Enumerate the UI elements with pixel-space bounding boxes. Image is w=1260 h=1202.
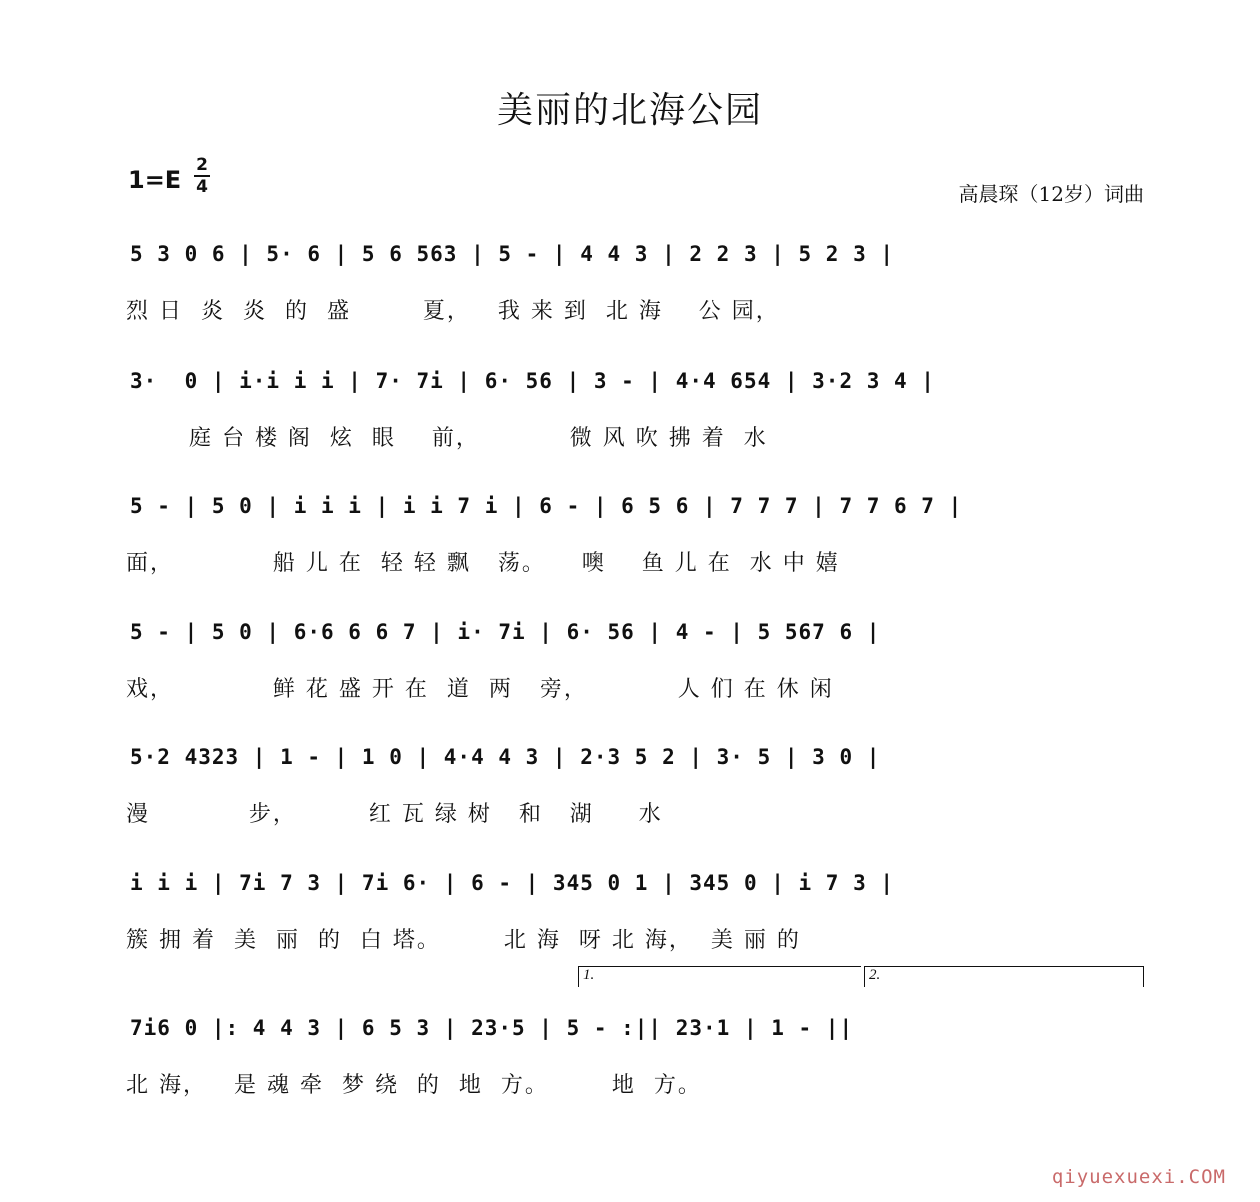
volta-first-ending: 1.: [578, 966, 861, 987]
lyric-line: 烈 日 炎 炎 的 盛 夏， 我 来 到 北 海 公 园，: [126, 299, 780, 324]
meter-top: 2: [196, 155, 208, 175]
notation-line: 5 3 0 6 | 5· 6 | 5 6 563 | 5 - | 4 4 3 | 2 2 3 | 5 2 3 |: [130, 242, 895, 266]
song-title: 美丽的北海公园: [496, 90, 763, 131]
watermark: qiyuexuexi.COM: [1051, 1166, 1226, 1188]
lyric-line: 漫 步， 红 瓦 绿 树 和 湖 水: [126, 802, 663, 827]
notation-line: i i i | 7i 7 3 | 7i 6· | 6 - | 345 0 1 | 345 0 | i 7 3 |: [130, 871, 895, 895]
volta-second-ending: 2.: [864, 966, 1144, 987]
lyric-line: 庭 台 楼 阁 炫 眼 前， 微 风 吹 拂 着 水: [126, 426, 768, 451]
lyric-line: 北 海， 是 魂 牵 梦 绕 的 地 方。 地 方。: [126, 1073, 702, 1098]
composer-credit: 高晨琛（12岁）词曲: [958, 182, 1144, 206]
notation-line: 7i6 0 |: 4 4 3 | 6 5 3 | 23·5 | 5 - :|| 23·1 | 1 - ||: [130, 1016, 854, 1040]
notation-line: 5 - | 5 0 | 6·6 6 6 7 | i· 7i | 6· 56 | 4 - | 5 567 6 |: [130, 620, 881, 644]
lyric-line: 簇 拥 着 美 丽 的 白 塔。 北 海 呀 北 海， 美 丽 的: [126, 928, 801, 953]
lyric-line: 面， 船 儿 在 轻 轻 飘 荡。 噢 鱼 儿 在 水 中 嬉: [126, 551, 840, 576]
meter-bottom: 4: [196, 177, 208, 197]
key-signature: 1=E: [128, 166, 182, 194]
time-signature: [194, 155, 210, 197]
notation-line: 3· 0 | i·i i i | 7· 7i | 6· 56 | 3 - | 4·4 654 | 3·2 3 4 |: [130, 369, 935, 393]
notation-line: 5·2 4323 | 1 - | 1 0 | 4·4 4 3 | 2·3 5 2 | 3· 5 | 3 0 |: [130, 745, 881, 769]
notation-line: 5 - | 5 0 | i i i | i i 7 i | 6 - | 6 5 6 | 7 7 7 | 7 7 6 7 |: [130, 494, 963, 518]
lyric-line: 戏， 鲜 花 盛 开 在 道 两 旁， 人 们 在 休 闲: [126, 677, 834, 702]
